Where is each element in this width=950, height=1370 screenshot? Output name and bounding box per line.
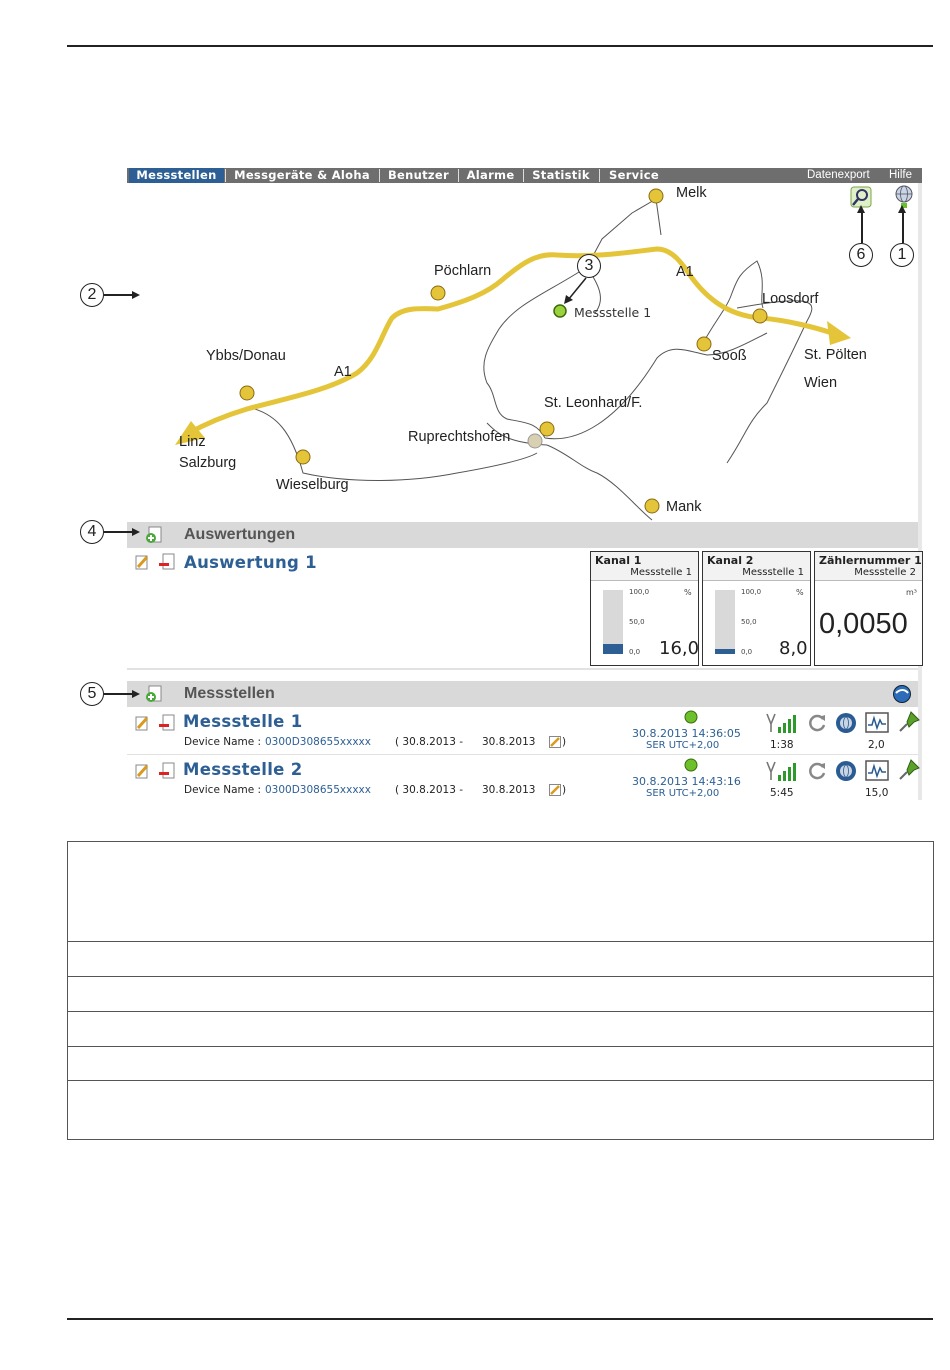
tab-messgeraete-aloha[interactable]: Messgeräte & Aloha: [234, 168, 370, 182]
road-melk-south: [656, 199, 661, 235]
gauge-value: 16,0: [659, 638, 700, 659]
station-row-1[interactable]: [127, 709, 918, 755]
callout-arrow-line: [902, 212, 904, 243]
gauge-subtitle: Messstelle 1: [630, 567, 692, 578]
pin-icon[interactable]: [897, 710, 921, 734]
arrow-stpoelten-icon: [827, 321, 851, 345]
callout-arrow-diag-icon: [560, 276, 590, 306]
node-mank: [645, 499, 659, 513]
tab-statistik[interactable]: Statistik: [532, 168, 590, 182]
date-range-end: 30.8.2013: [482, 784, 536, 796]
scrollbar[interactable]: [918, 183, 922, 800]
station-name-link[interactable]: Messstelle 1: [183, 712, 303, 731]
last-timestamp: 30.8.2013 14:43:16: [632, 775, 741, 788]
callout-arrow-line: [104, 693, 134, 695]
signal-strength-icon[interactable]: [765, 760, 801, 782]
globe-settings-icon[interactable]: [834, 711, 858, 735]
counter-zaehlernummer-1[interactable]: [814, 551, 923, 666]
gauge-kanal-1[interactable]: [590, 551, 699, 666]
signal-strength-icon[interactable]: [765, 712, 801, 734]
city-ruprechtshofen: Ruprechtshofen: [408, 429, 511, 445]
station-name-link[interactable]: Messstelle 2: [183, 760, 303, 779]
counter-value: 0,0050: [819, 608, 908, 640]
node-poechlarn: [431, 286, 445, 300]
tab-messstellen[interactable]: Messstellen: [129, 168, 224, 183]
application-screenshot: [127, 168, 922, 800]
callout-arrow-icon: [132, 528, 140, 536]
callout-5: 5: [80, 682, 104, 706]
city-stpoelten: St. Pölten: [804, 347, 867, 363]
page-top-rule: [67, 45, 933, 47]
tick-label: 0,0: [629, 648, 641, 656]
delete-icon[interactable]: [158, 762, 176, 780]
node-soos: [697, 337, 711, 351]
legend-table: [67, 841, 934, 1140]
counter-unit: m³: [906, 588, 917, 597]
tab-alarme[interactable]: Alarme: [466, 168, 515, 182]
station-row-2[interactable]: [127, 757, 918, 800]
messstellen-header: [127, 681, 918, 707]
chart-value: 2,0: [868, 739, 885, 751]
gauge-fill: [715, 649, 735, 654]
gauge-title: Kanal 1: [595, 554, 642, 567]
edit-date-icon[interactable]: [549, 784, 561, 796]
label-a1-east: A1: [676, 264, 694, 280]
tick-label: 50,0: [741, 618, 757, 626]
map-view[interactable]: [127, 183, 918, 521]
date-range-start: ( 30.8.2013 -: [395, 784, 463, 796]
globe-settings-icon[interactable]: [834, 759, 858, 783]
gauge-value: 8,0: [779, 638, 808, 659]
callout-arrow-line: [104, 531, 134, 533]
device-name-label: Device Name :: [184, 736, 262, 748]
gauge-header: [703, 552, 810, 581]
gauge-header: [591, 552, 698, 581]
tick-label: 100,0: [629, 588, 650, 596]
edit-icon[interactable]: [135, 715, 149, 731]
callout-1: 1: [890, 243, 914, 267]
city-melk: Melk: [676, 185, 707, 201]
callout-arrow-line: [861, 212, 863, 243]
node-wieselburg: [296, 450, 310, 464]
edit-icon[interactable]: [135, 554, 149, 570]
edit-icon[interactable]: [135, 763, 149, 779]
callout-arrow-icon: [132, 291, 140, 299]
city-stleonhard: St. Leonhard/F.: [544, 395, 643, 411]
gauge-unit: %: [796, 588, 804, 597]
city-mank: Mank: [666, 499, 702, 515]
gauge-unit: %: [684, 588, 692, 597]
delete-icon[interactable]: [158, 553, 176, 571]
station-label[interactable]: Messstelle 1: [574, 305, 652, 320]
device-id: 0300D308655xxxxx: [265, 736, 371, 748]
callout-2: 2: [80, 283, 104, 307]
table-row: [68, 943, 933, 977]
station-marker-messstelle-1: [554, 305, 566, 317]
refresh-icon[interactable]: [806, 712, 828, 734]
city-soos: Sooß: [712, 348, 747, 364]
label-a1-west: A1: [334, 364, 352, 380]
counter-title: Zählernummer 1: [819, 554, 922, 567]
node-ybbs: [240, 386, 254, 400]
auswertung-1-link[interactable]: Auswertung 1: [184, 553, 317, 572]
signal-value: 5:45: [770, 787, 794, 799]
gauge-track: [603, 590, 623, 654]
chart-icon[interactable]: [865, 760, 889, 782]
gauge-subtitle: Messstelle 1: [742, 567, 804, 578]
device-id: 0300D308655xxxxx: [265, 784, 371, 796]
road-mank: [547, 445, 652, 520]
callout-arrow-icon: [857, 205, 865, 213]
row-divider: [127, 754, 918, 755]
city-loosdorf: Loosdorf: [762, 291, 819, 307]
city-linz: Linz: [179, 434, 206, 450]
tick-label: 50,0: [629, 618, 645, 626]
status-indicator-icon: [684, 710, 698, 724]
timezone: SER UTC+2,00: [646, 740, 720, 751]
gauge-title: Kanal 2: [707, 554, 754, 567]
signal-value: 1:38: [770, 739, 794, 751]
city-wien: Wien: [804, 375, 838, 391]
highway-a1: [187, 249, 832, 434]
counter-subtitle: Messstelle 2: [854, 567, 916, 578]
date-range-close-paren: ): [562, 736, 567, 748]
table-row: [68, 1013, 933, 1047]
delete-icon[interactable]: [158, 714, 176, 732]
counter-header: [815, 552, 922, 581]
tick-label: 0,0: [741, 648, 753, 656]
callout-arrow-icon: [898, 205, 906, 213]
page-bottom-rule: [67, 1318, 933, 1320]
table-row: [68, 1048, 933, 1081]
table-row: [68, 842, 933, 942]
pin-icon[interactable]: [897, 758, 921, 782]
node-ruprechtshofen: [528, 434, 542, 448]
date-range-close-paren: ): [562, 784, 567, 796]
add-station-icon[interactable]: [145, 685, 163, 703]
callout-arrow-icon: [132, 690, 140, 698]
status-indicator-icon: [684, 758, 698, 772]
messstellen-title: Messstellen: [184, 685, 275, 702]
timezone: SER UTC+2,00: [646, 788, 720, 799]
tick-label: 100,0: [741, 588, 762, 596]
table-row: [68, 978, 933, 1012]
auswertungen-header: [127, 522, 918, 548]
globe-refresh-icon[interactable]: [892, 684, 912, 704]
tab-benutzer[interactable]: Benutzer: [387, 168, 449, 182]
chart-icon[interactable]: [865, 712, 889, 734]
datenexport-link[interactable]: Datenexport: [807, 169, 870, 181]
gauge-kanal-2[interactable]: [702, 551, 811, 666]
callout-arrow-line: [104, 294, 134, 296]
callout-4: 4: [80, 520, 104, 544]
gauge-track: [715, 590, 735, 654]
hilfe-link[interactable]: Hilfe: [889, 169, 913, 181]
city-salzburg: Salzburg: [179, 455, 237, 471]
date-range-end: 30.8.2013: [482, 736, 536, 748]
city-ybbs: Ybbs/Donau: [206, 348, 286, 364]
add-evaluation-icon[interactable]: [145, 526, 163, 544]
chart-value: 15,0: [865, 787, 889, 799]
refresh-icon[interactable]: [806, 760, 828, 782]
device-name-label: Device Name :: [184, 784, 262, 796]
edit-date-icon[interactable]: [549, 736, 561, 748]
node-loosdorf: [753, 309, 767, 323]
main-navbar: [127, 168, 922, 183]
date-range-start: ( 30.8.2013 -: [395, 736, 463, 748]
node-stleonhard: [540, 422, 554, 436]
city-poechlarn: Pöchlarn: [434, 263, 492, 279]
callout-6: 6: [849, 243, 873, 267]
auswertungen-title: Auswertungen: [184, 526, 296, 543]
tab-service[interactable]: Service: [609, 168, 659, 182]
city-wieselburg: Wieselburg: [276, 477, 349, 493]
callout-3: 3: [577, 254, 601, 278]
node-melk: [649, 189, 663, 203]
last-timestamp: 30.8.2013 14:36:05: [632, 727, 741, 740]
section-divider: [127, 668, 918, 670]
gauge-fill: [603, 644, 623, 654]
